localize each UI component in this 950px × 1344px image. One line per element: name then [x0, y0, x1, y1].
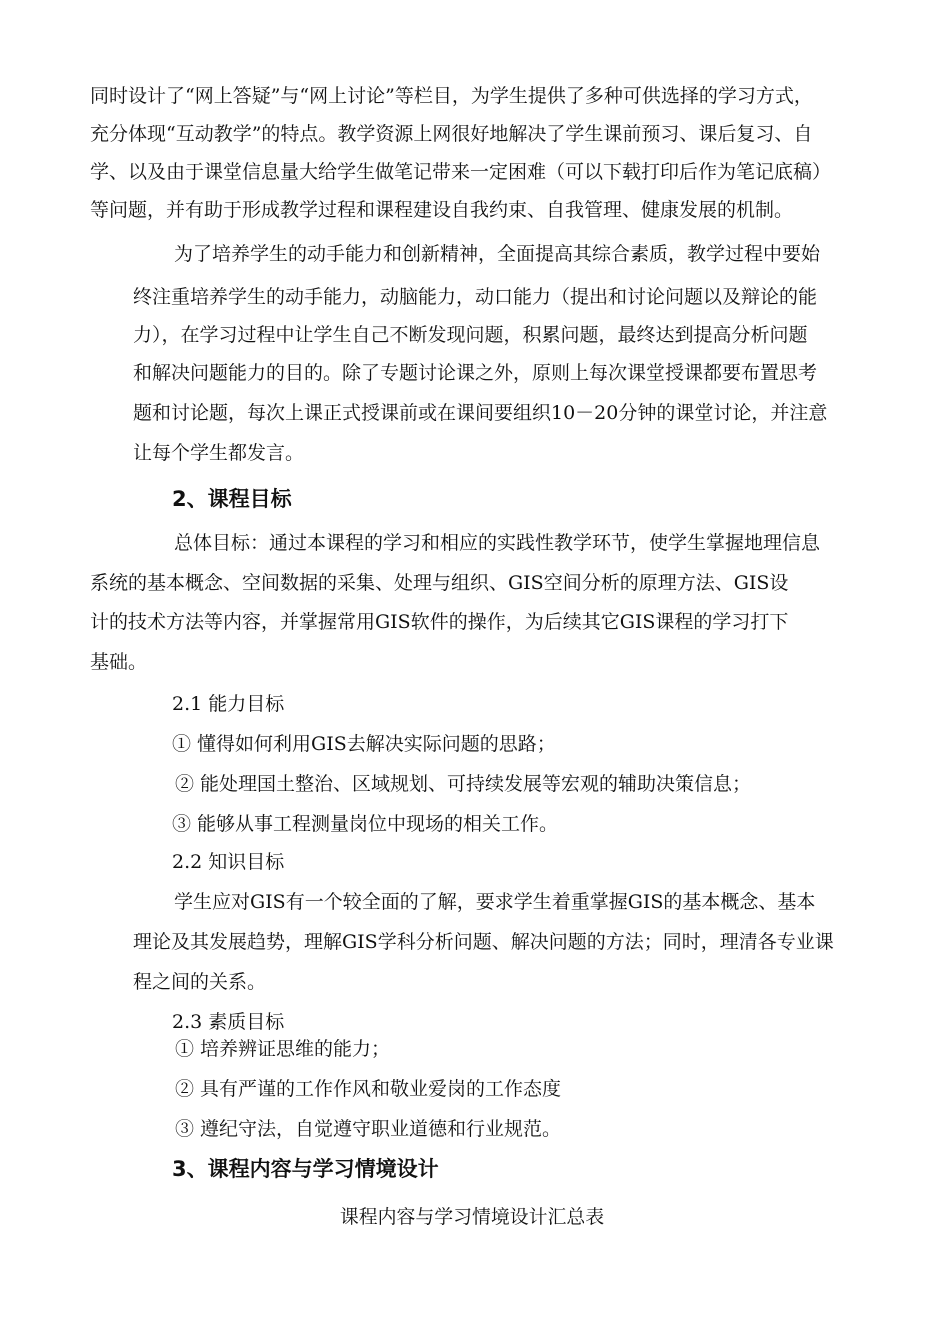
quality-goal-item: ③ 遵纪守法，自觉遵守职业道德和行业规范。	[175, 1118, 562, 1140]
knowledge-goal-line-1: 学生应对GIS有一个较全面的了解，要求学生着重掌握GIS的基本概念、基本	[174, 891, 816, 913]
paragraph-1-line-3: 学、以及由于课堂信息量大给学生做笔记带来一定困难（可以下载打印后作为笔记底稿）	[90, 161, 832, 183]
paragraph-2-line-4: 和解决问题能力的目的。除了专题讨论课之外，原则上每次课堂授课都要布置思考	[133, 362, 818, 384]
paragraph-1-line-1: 同时设计了“网上答疑”与“网上讨论”等栏目，为学生提供了多种可供选择的学习方式，	[90, 85, 813, 107]
overall-goal-line-1: 总体目标：通过本课程的学习和相应的实践性教学环节，使学生掌握地理信息	[174, 532, 821, 554]
quality-goal-title: 2.3 素质目标	[172, 1011, 285, 1033]
quality-goal-item: ① 培养辨证思维的能力；	[175, 1038, 391, 1060]
overall-goal-line-4: 基础。	[90, 651, 148, 673]
paragraph-2-line-6: 让每个学生都发言。	[133, 442, 305, 464]
knowledge-goal-title: 2.2 知识目标	[172, 851, 285, 873]
paragraph-2-line-5: 题和讨论题，每次上课正式授课前或在课间要组织10－20分钟的课堂讨论，并注意	[133, 402, 828, 424]
ability-goal-item: ③ 能够从事工程测量岗位中现场的相关工作。	[172, 813, 559, 835]
section-2-heading: 2、课程目标	[172, 487, 292, 511]
knowledge-goal-line-3: 程之间的关系。	[133, 971, 267, 993]
quality-goal-item: ② 具有严谨的工作作风和敬业爱岗的工作态度	[175, 1078, 562, 1100]
overall-goal-line-3: 计的技术方法等内容，并掌握常用GIS软件的操作，为后续其它GIS课程的学习打下	[90, 611, 789, 633]
paragraph-1-line-4: 等问题，并有助于形成教学过程和课程建设自我约束、自我管理、健康发展的机制。	[90, 199, 794, 221]
ability-goal-title: 2.1 能力目标	[172, 693, 285, 715]
ability-goal-item: ② 能处理国土整治、区域规划、可持续发展等宏观的辅助决策信息；	[175, 773, 752, 795]
paragraph-2-line-3: 力），在学习过程中让学生自己不断发现问题，积累问题，最终达到提高分析问题	[133, 324, 808, 346]
table-title: 课程内容与学习情境设计汇总表	[339, 1206, 605, 1228]
knowledge-goal-line-2: 理论及其发展趋势，理解GIS学科分析问题、解决问题的方法；同时，理清各专业课	[133, 931, 834, 953]
paragraph-2-line-1: 为了培养学生的动手能力和创新精神，全面提高其综合素质，教学过程中要始	[174, 243, 821, 265]
ability-goal-item: ① 懂得如何利用GIS去解决实际问题的思路；	[172, 733, 556, 755]
section-3-heading: 3、课程内容与学习情境设计	[172, 1157, 439, 1181]
paragraph-2-line-2: 终注重培养学生的动手能力，动脑能力，动口能力（提出和讨论问题以及辩论的能	[133, 286, 818, 308]
overall-goal-line-2: 系统的基本概念、空间数据的采集、处理与组织、GIS空间分析的原理方法、GIS设	[90, 572, 789, 594]
paragraph-1-line-2: 充分体现“互动教学”的特点。教学资源上网很好地解决了学生课前预习、课后复习、自	[90, 123, 813, 145]
